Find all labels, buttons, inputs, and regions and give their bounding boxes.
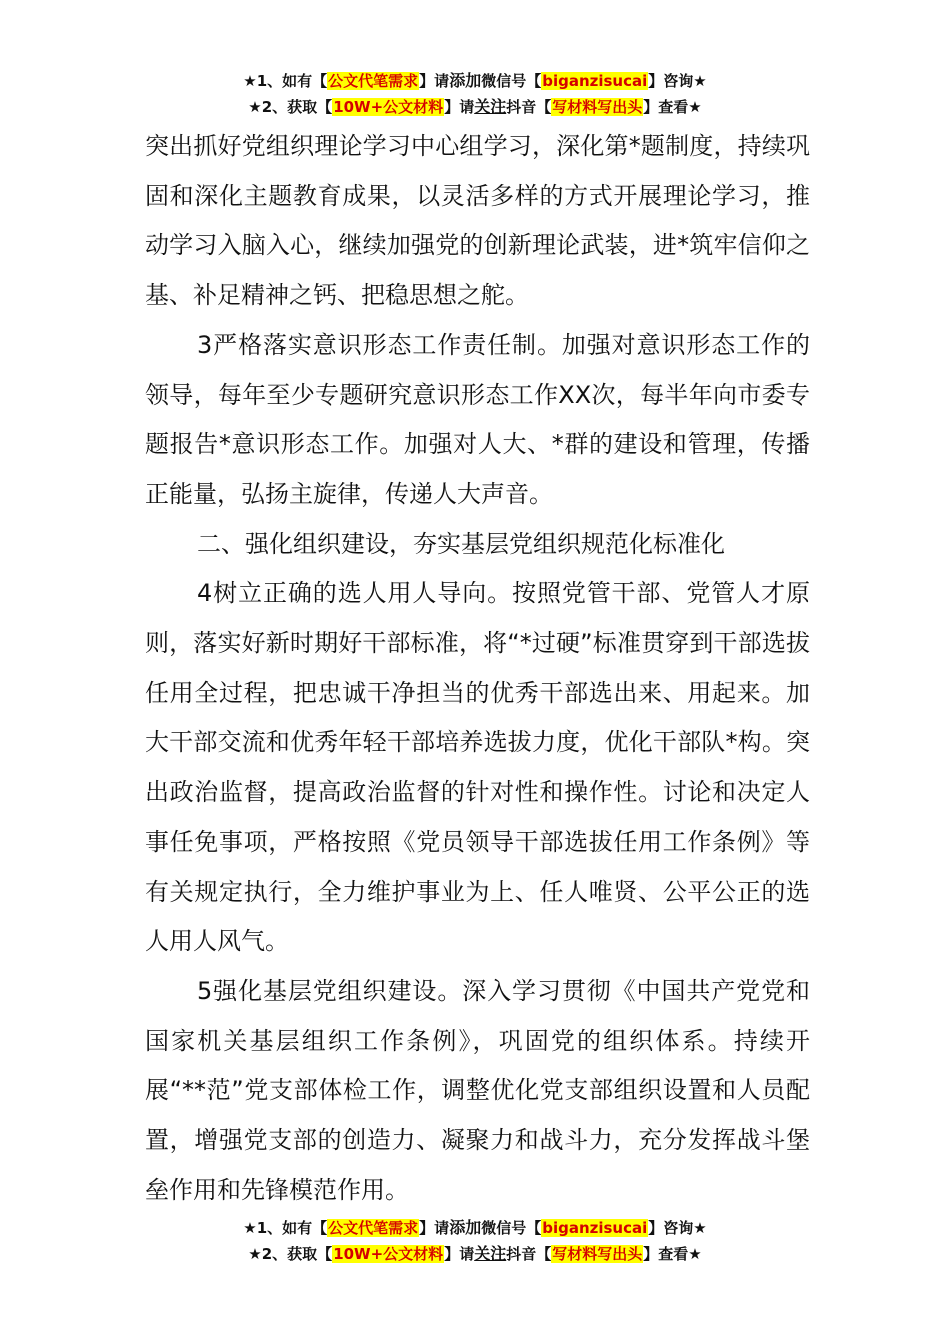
highlight-douyin-account: 写材料写出头 bbox=[552, 98, 643, 116]
highlight-writing-service: 公文代笔需求 bbox=[328, 1219, 419, 1237]
highlight-materials: 10W+公文材料 bbox=[333, 98, 444, 116]
highlight-materials: 10W+公文材料 bbox=[333, 1245, 444, 1263]
paragraph-ideology: 3严格落实意识形态工作责任制。加强对意识形态工作的领导，每年至少专题研究意识形态工作XX次，每半年向市委专题报告*意识形态工作。加强对人大、*群的建设和管理，传播正能量，弘扬主旋律，传递人大声音。 bbox=[145, 330, 810, 508]
promo-line-2: ★2、获取【10W+公文材料】请关注抖音【写材料写出头】查看★ bbox=[248, 1244, 702, 1263]
star-icon: ★ bbox=[243, 72, 257, 90]
top-promo-banner bbox=[0, 68, 950, 120]
star-icon: ★ bbox=[248, 1245, 262, 1263]
section-heading: 二、强化组织建设，夯实基层党组织规范化标准化 bbox=[197, 529, 725, 558]
document-body bbox=[145, 122, 810, 1215]
highlight-douyin-account: 写材料写出头 bbox=[552, 1245, 643, 1263]
paragraph-grassroots: 5强化基层党组织建设。深入学习贯彻《中国共产党党和国家机关基层组织工作条例》，巩固党的组织体系。持续开展“**范”党支部体检工作，调整优化党支部组织设置和人员配置，增强党支部的创造力、凝聚力和战斗力，充分发挥战斗堡垒作用和先锋模范作用。 bbox=[145, 976, 810, 1204]
paragraph-study: 突出抓好党组织理论学习中心组学习，深化第*题制度，持续巩固和深化主题教育成果，以灵活多样的方式开展理论学习，推动学习入脑入心，继续加强党的创新理论武装，进*筑牢信仰之基、补足精神之钙、把稳思想之舵。 bbox=[145, 132, 810, 310]
highlight-wechat-id: biganzisucai bbox=[542, 72, 648, 90]
bottom-promo-banner bbox=[0, 1215, 950, 1267]
promo-line-1: ★1、如有【公文代笔需求】请添加微信号【biganzisucai】咨询★ bbox=[243, 1218, 707, 1237]
highlight-writing-service: 公文代笔需求 bbox=[328, 72, 419, 90]
paragraph-personnel: 4树立正确的选人用人导向。按照党管干部、党管人才原则，落实好新时期好干部标准，将“*过硬”标准贯穿到干部选拔任用全过程，把忠诚干净担当的优秀干部选出来、用起来。加大干部交流和优秀年轻干部培养选拔力度，优化干部队*构。突出政治监督，提高政治监督的针对性和操作性。讨论和决定人事任免事项，严格按照《党员领导干部选拔任用工作条例》等有关规定执行，全力维护事业为上、任人唯贤、公平公正的选人用人风气。 bbox=[145, 579, 810, 956]
highlight-wechat-id: biganzisucai bbox=[542, 1219, 648, 1237]
star-icon: ★ bbox=[243, 1219, 257, 1237]
promo-line-1: ★1、如有【公文代笔需求】请添加微信号【biganzisucai】咨询★ bbox=[243, 71, 707, 90]
promo-line-2: ★2、获取【10W+公文材料】请关注抖音【写材料写出头】查看★ bbox=[248, 97, 702, 116]
star-icon: ★ bbox=[248, 98, 262, 116]
